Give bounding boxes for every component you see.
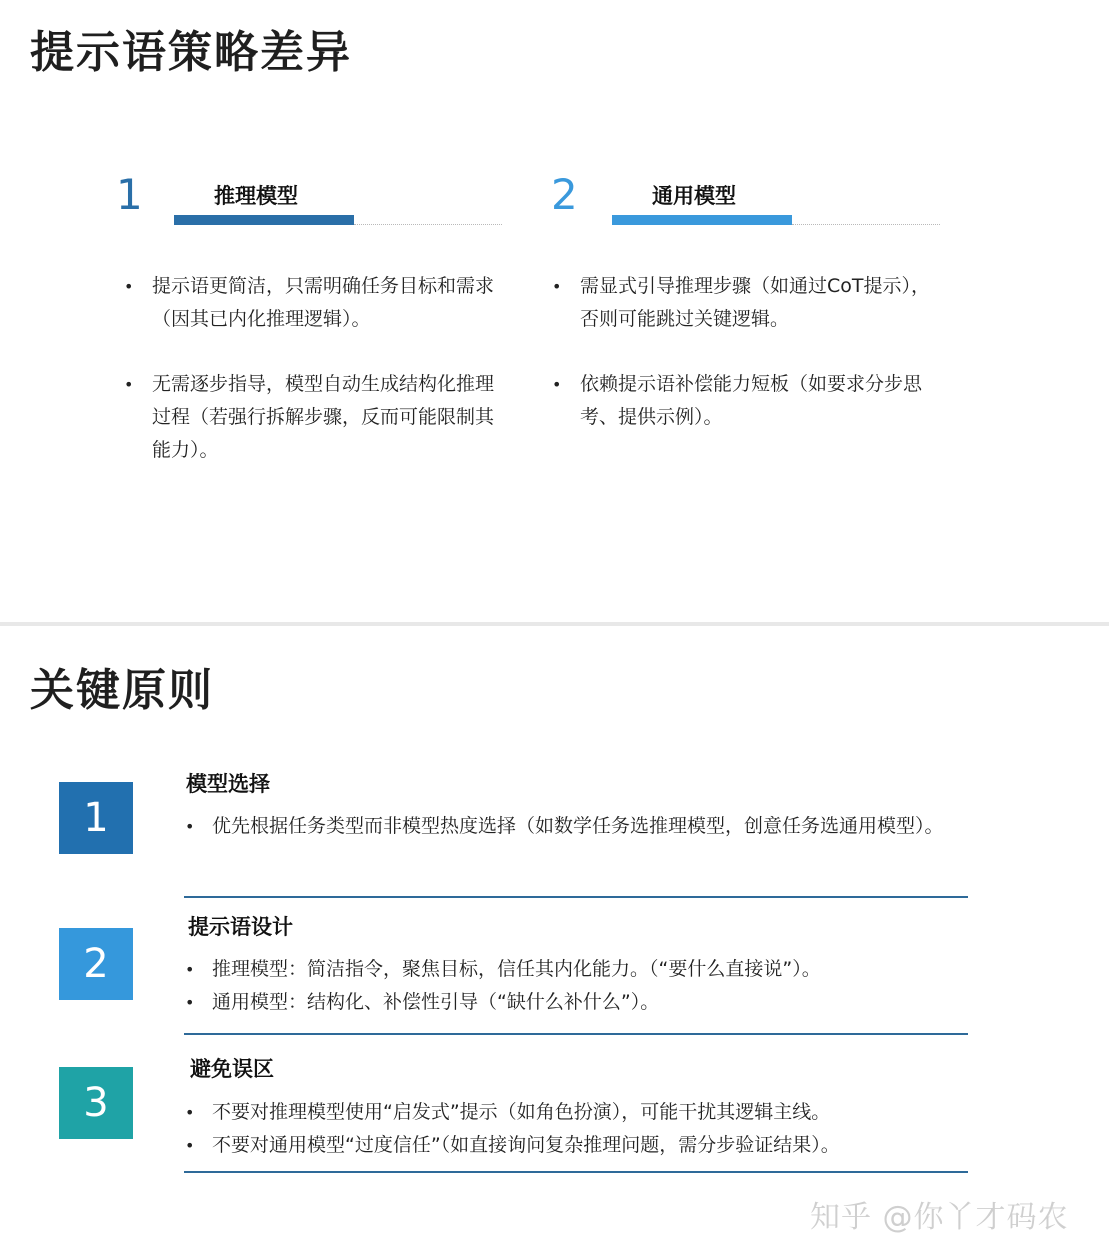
column-dotted-line-1 (354, 224, 502, 225)
list-item: • 不要对推理模型使用“启发式”提示（如角色扮演），可能干扰其逻辑主线。 (185, 1096, 970, 1129)
list-item: • 不要对通用模型“过度信任”（如直接询问复杂推理问题，需分步验证结果）。 (185, 1129, 970, 1162)
list-item: • 优先根据任务类型而非模型热度选择（如数学任务选推理模型，创意任务选通用模型）。 (185, 810, 970, 843)
principle-title-prompt-design: 提示语设计 (188, 915, 293, 939)
list-item: • 需显式引导推理步骤（如通过CoT提示），否则可能跳过关键逻辑。 (552, 270, 932, 336)
list-item: • 推理模型：简洁指令，聚焦目标，信任其内化能力。（“要什么直接说”）。 (185, 953, 970, 986)
section-divider (0, 622, 1109, 626)
reasoning-bullet-list (124, 270, 504, 467)
list-item: • 通用模型：结构化、补偿性引导（“缺什么补什么”）。 (185, 986, 970, 1019)
principle-number: 2 (83, 941, 109, 987)
column-title-general: 通用模型 (652, 184, 736, 208)
column-title-reasoning: 推理模型 (214, 184, 298, 208)
principle-number-box-2 (59, 928, 133, 1000)
principle-number-box-1 (59, 782, 133, 854)
principle-separator-3 (184, 1171, 968, 1173)
column-number-1: 1 (116, 170, 143, 219)
principle-bullets-1 (185, 810, 970, 843)
principle-number: 1 (83, 795, 109, 841)
principle-number: 3 (83, 1080, 109, 1126)
general-bullet-list (552, 270, 932, 434)
column-number-2: 2 (551, 170, 578, 219)
column-accent-bar-2 (612, 215, 792, 225)
principle-title-avoid-pitfalls: 避免误区 (190, 1057, 274, 1081)
watermark: 知乎 @你丫才码农 (810, 1200, 1069, 1235)
column-accent-bar-1 (174, 215, 354, 225)
principle-bullets-2 (185, 953, 970, 1019)
column-dotted-line-2 (792, 224, 940, 225)
list-item: • 提示语更简洁，只需明确任务目标和需求（因其已内化推理逻辑）。 (124, 270, 504, 336)
principle-title-model-selection: 模型选择 (186, 772, 270, 796)
list-item: • 依赖提示语补偿能力短板（如要求分步思考、提供示例）。 (552, 368, 932, 434)
principle-number-box-3 (59, 1067, 133, 1139)
section-title-strategy: 提示语策略差异 (30, 27, 352, 78)
section-title-principles: 关键原则 (30, 665, 214, 716)
principle-separator-1 (184, 896, 968, 898)
principle-separator-2 (184, 1033, 968, 1035)
list-item: • 无需逐步指导，模型自动生成结构化推理过程（若强行拆解步骤，反而可能限制其能力）。 (124, 368, 504, 467)
principle-bullets-3 (185, 1096, 970, 1162)
